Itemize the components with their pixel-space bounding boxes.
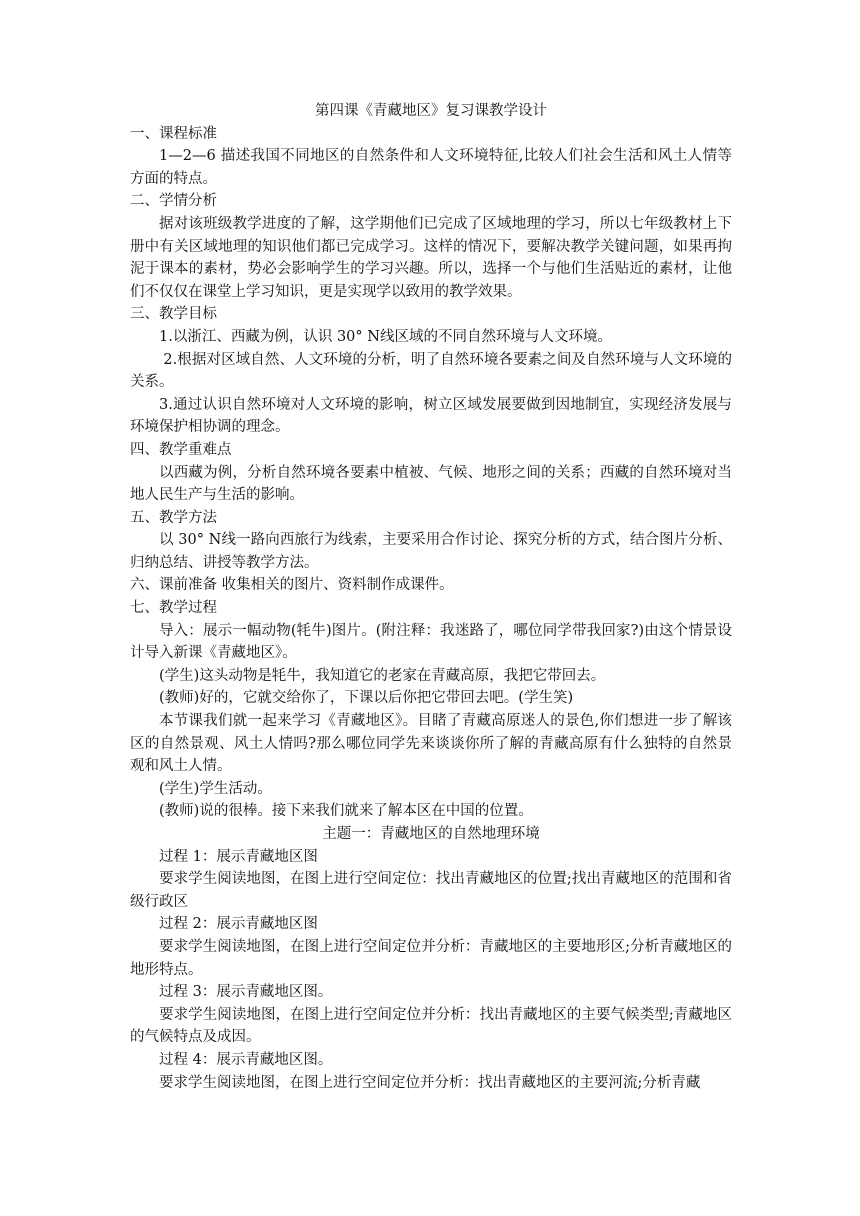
paragraph: (学生)这头动物是牦牛，我知道它的老家在青藏高原，我把它带回去。 [159,667,606,684]
section-heading-methods: 五、教学方法 [130,509,217,526]
document-title: 第四课《青藏地区》复习课教学设计 [315,103,547,119]
paragraph: 1.以浙江、西藏为例，认识 30° N线区域的不同自然环境与人文环境。 [159,328,612,345]
section-heading-standards: 一、课程标准 [130,125,217,142]
section-heading-objectives: 三、教学目标 [130,306,217,323]
paragraph: 本节课我们就一起来学习《青藏地区》。目睹了青藏高原迷人的景色,你们想进一步了解该区的自然景观、风土人情吗?那么哪位同学先来谈谈你所了解的青藏高原有什么独特的自然景观和风土人情。 [130,713,732,775]
paragraph: (教师)说的很棒。接下来我们就来了解本区在中国的位置。 [159,803,533,820]
paragraph: 2.根据对区域自然、人文环境的分析，明了自然环境各要素之间及自然环境与人文环境的关系。 [130,351,732,391]
paragraph: 据对该班级教学进度的了解，这学期他们已完成了区域地理的学习，所以七年级教材上下册中有关区域地理的知识他们都已完成学习。这样的情况下，要解决教学关键问题，如果再拘泥于课本的素材，势必会影响学生的学习兴趣。所以，选择一个与他们生活贴近的素材，让他们不仅仅在课堂上学习知识，更是实现学以致用的教学效果。 [130,215,732,300]
paragraph: 要求学生阅读地图，在图上进行空间定位并分析：找出青藏地区的主要河流;分析青藏 [159,1074,701,1091]
paragraph: 以 30° N线一路向西旅行为线索，主要采用合作讨论、探究分析的方式，结合图片分析、归纳总结、讲授等教学方法。 [130,532,732,571]
section-heading-preparation: 六、课前准备 收集相关的图片、资料制作成课件。 [130,577,454,594]
process-step: 过程 4：展示青藏地区图。 [159,1051,333,1068]
paragraph: 要求学生阅读地图，在图上进行空间定位并分析：找出青藏地区的主要气候类型;青藏地区的气候特点及成因。 [130,1006,732,1046]
paragraph: 以西藏为例，分析自然环境各要素中植被、气候、地形之间的关系；西藏的自然环境对当地人民生产与生活的影响。 [130,464,732,504]
document-body [130,100,732,1094]
section-heading-process: 七、教学过程 [130,600,217,617]
paragraph: 1—2—6 描述我国不同地区的自然条件和人文环境特征,比较人们社会生活和风土人情等方面的特点。 [130,148,732,187]
process-step: 过程 1：展示青藏地区图 [159,848,318,865]
process-step: 过程 3：展示青藏地区图。 [159,984,333,1001]
section-heading-key-points: 四、教学重难点 [130,441,232,458]
process-step: 过程 2：展示青藏地区图 [159,916,318,933]
paragraph: 导入：展示一幅动物(牦牛)图片。(附注释：我迷路了，哪位同学带我回家?)由这个情景设计导入新课《青藏地区》。 [130,622,732,662]
paragraph: (学生)学生活动。 [159,780,272,797]
paragraph: 3.通过认识自然环境对人文环境的影响，树立区域发展要做到因地制宜，实现经济发展与环境保护相协调的理念。 [130,396,732,436]
paragraph: 要求学生阅读地图，在图上进行空间定位：找出青藏地区的位置;找出青藏地区的范围和省级行政区 [130,871,732,910]
section-heading-learner-analysis: 二、学情分析 [130,193,217,210]
topic-heading: 主题一：青藏地区的自然地理环境 [322,826,540,842]
paragraph: (教师)好的，它就交给你了，下课以后你把它带回去吧。(学生笑) [159,690,574,707]
paragraph: 要求学生阅读地图，在图上进行空间定位并分析：青藏地区的主要地形区;分析青藏地区的地形特点。 [130,938,732,978]
